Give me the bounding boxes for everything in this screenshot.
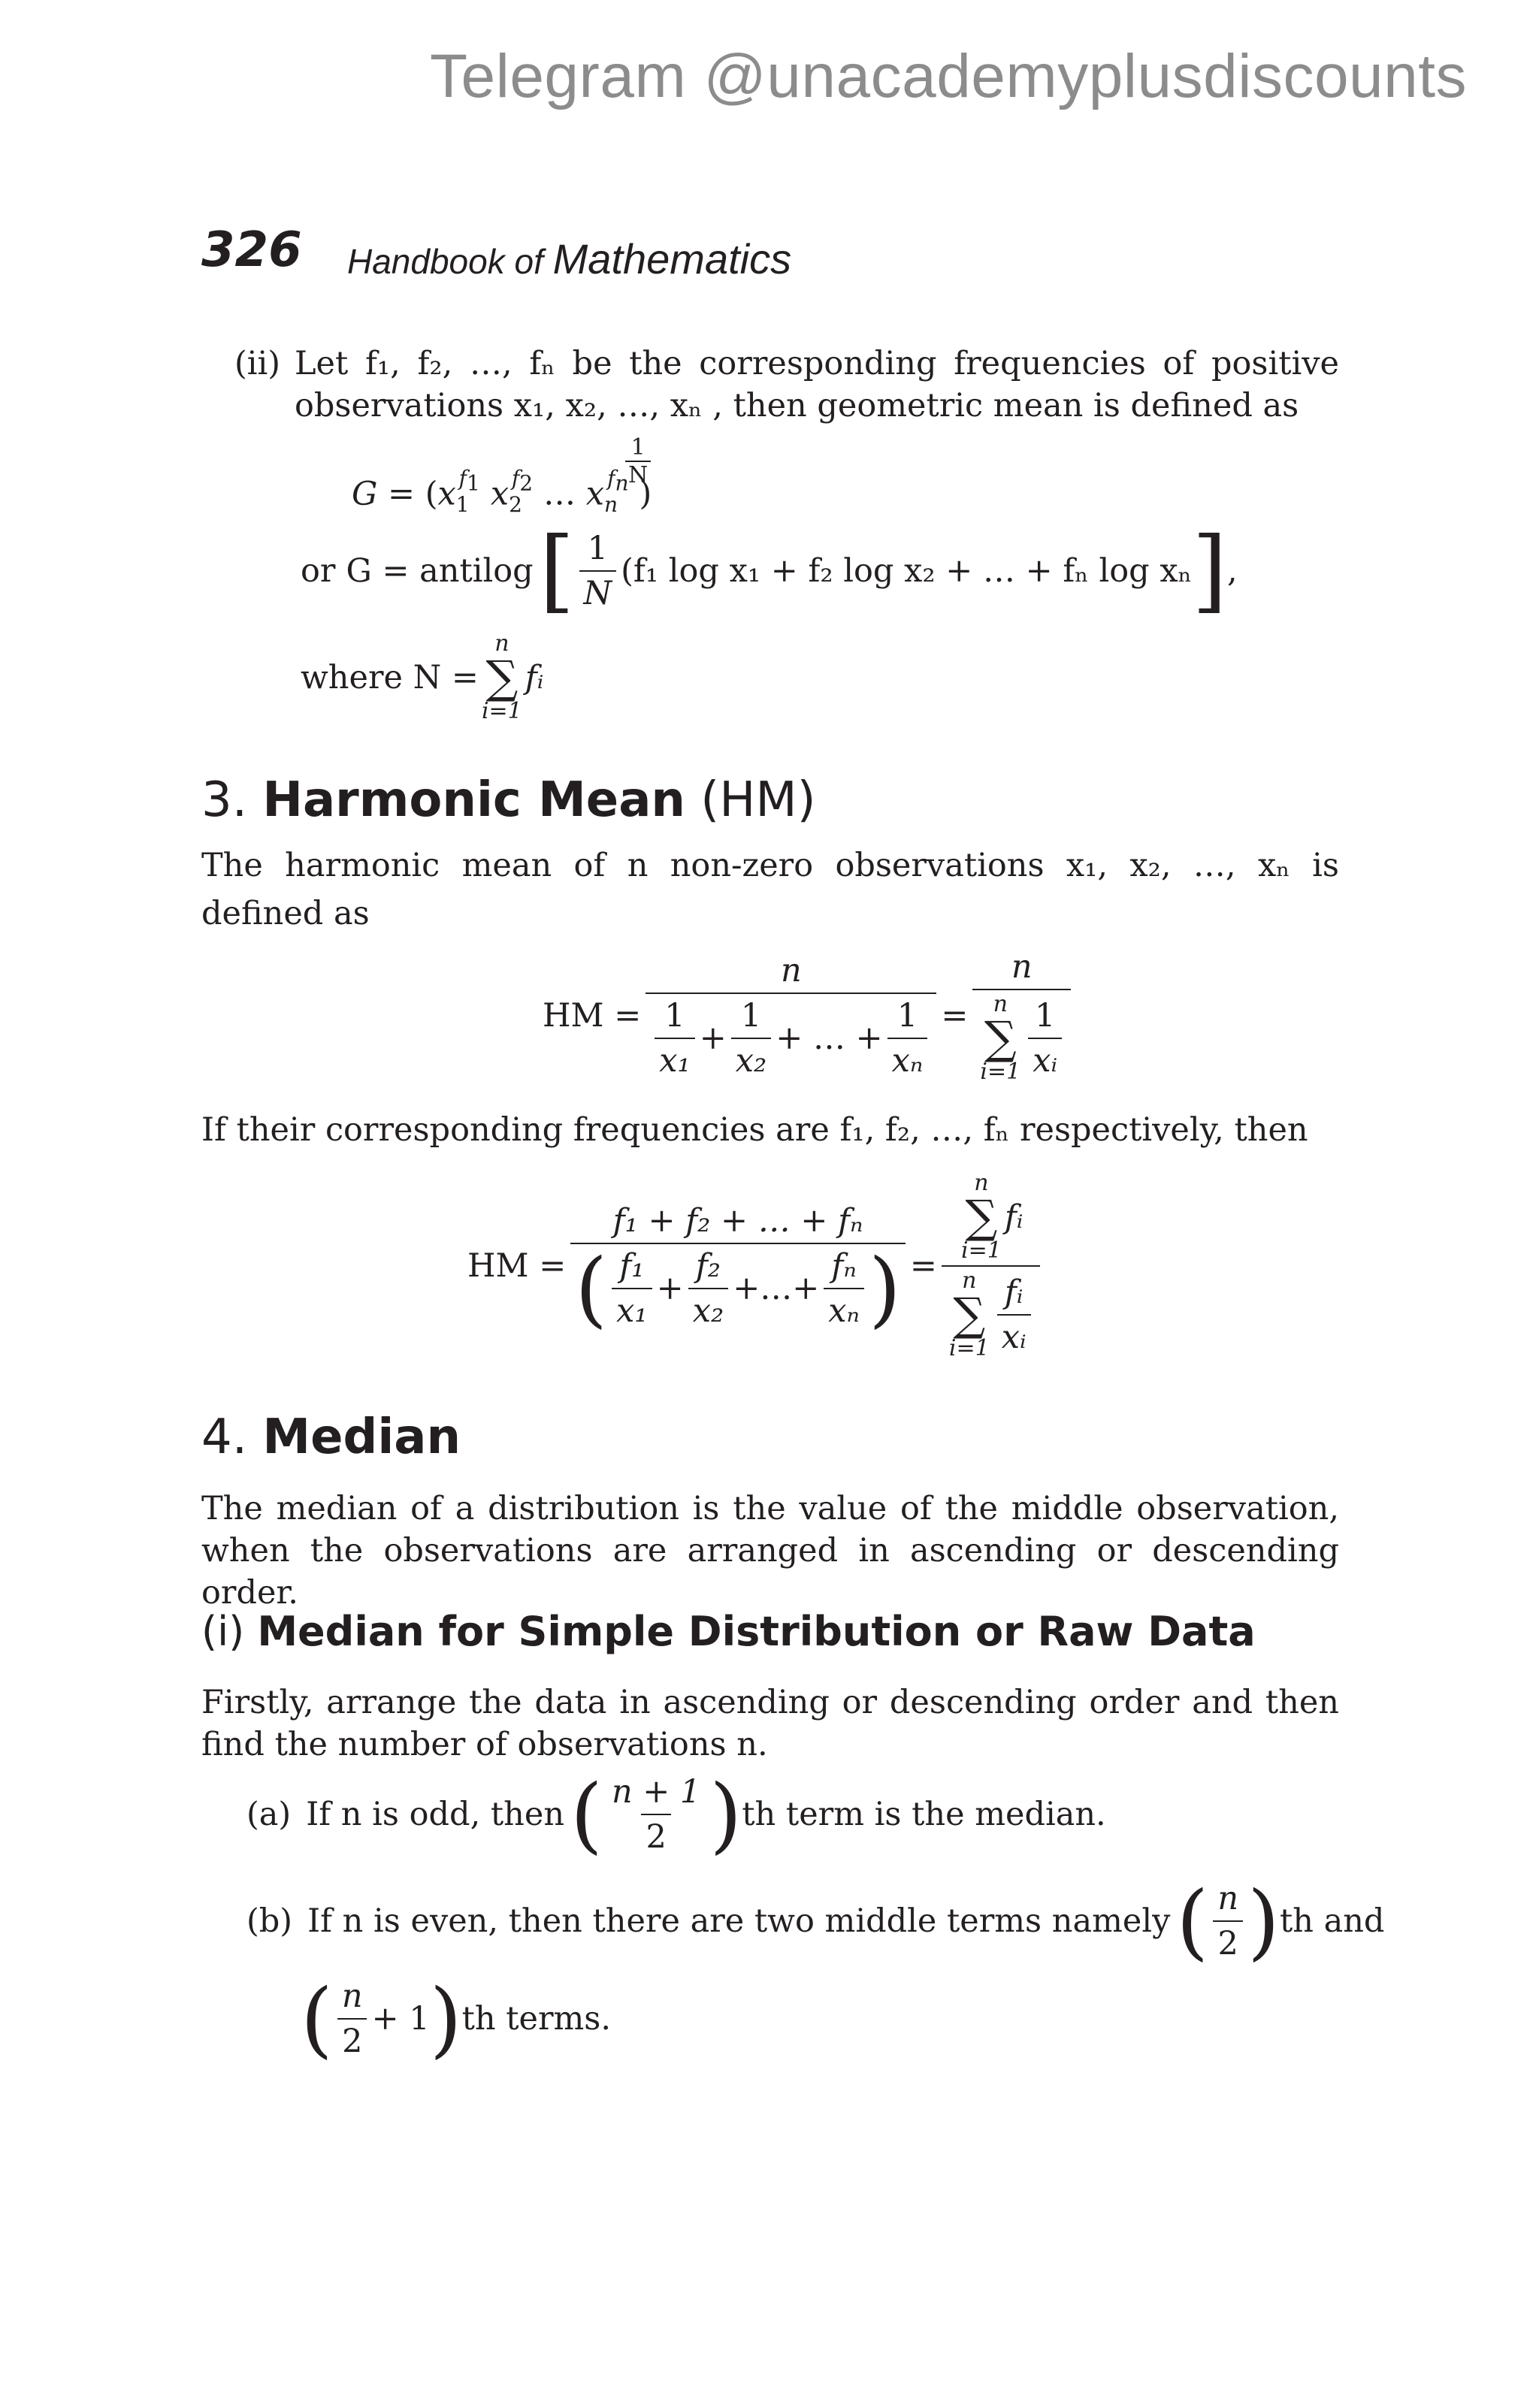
case-b-post: th and xyxy=(1279,1902,1385,1940)
hm-intro-line-2: defined as xyxy=(201,895,370,932)
median-steps: Firstly, arrange the data in ascending or descending order and then find the number of observations n. xyxy=(201,1684,1339,1763)
whm-frac-n-den: xₙ xyxy=(824,1288,864,1330)
case-a-post: th term is the median. xyxy=(742,1796,1106,1833)
whm-label: HM = xyxy=(467,1247,567,1285)
gm-antilog-frac-den: N xyxy=(579,570,617,612)
hm-formula xyxy=(543,948,1075,1083)
gm-exponent-fraction xyxy=(625,434,651,488)
hm-main-fraction xyxy=(646,952,936,1080)
median-case-odd xyxy=(246,1766,1106,1863)
whm-sum-symbol-top xyxy=(961,1172,1002,1262)
hm-frac-n-num: 1 xyxy=(896,997,918,1035)
right-bracket-icon: ] xyxy=(1192,518,1228,623)
hm-frac-1 xyxy=(655,997,695,1080)
case-b-pre: If n is even, then there are two middle terms namely xyxy=(307,1902,1171,1940)
hm-heading-bold: Harmonic Mean xyxy=(262,772,685,828)
right-paren-icon: ) xyxy=(429,1971,462,2067)
page-number: 326 xyxy=(201,222,302,278)
hm-frequency-line: If their corresponding frequencies are f₁, f₂, …, fₙ respectively, then xyxy=(201,1111,1308,1149)
hm-sum-num: n xyxy=(1011,948,1033,986)
case-b-label: (b) xyxy=(246,1902,293,1940)
gm-exponent-den: N xyxy=(625,461,651,488)
sigma-icon: ∑ xyxy=(965,1191,998,1243)
median-sub-number: (i) xyxy=(201,1608,245,1655)
hm-plus: + xyxy=(699,1020,727,1057)
whm-frac-n xyxy=(824,1247,864,1330)
case-b-num: n xyxy=(1217,1880,1239,1917)
case-a-label: (a) xyxy=(246,1796,292,1833)
case-b2-num: n xyxy=(341,1977,363,2015)
hm-frac-1-den: x₁ xyxy=(655,1038,695,1080)
gm-line-1: Let f₁, f₂, …, fₙ be the corresponding frequencies of positive xyxy=(295,345,1339,382)
right-paren-icon: ) xyxy=(1247,1873,1280,1969)
sigma-icon: ∑ xyxy=(485,651,519,704)
book-title-prefix: Handbook of xyxy=(347,242,553,281)
whm-sum-top-upper: n xyxy=(974,1170,989,1196)
median-case-even xyxy=(246,1873,1385,1969)
case-b2-plus: + 1 xyxy=(371,2000,430,2038)
whm-sum-bottom-upper: n xyxy=(962,1267,977,1294)
hm-sum-term-num: 1 xyxy=(1034,997,1056,1035)
whm-frac-2-den: x₂ xyxy=(688,1288,729,1330)
gm-or-word: or xyxy=(301,552,336,590)
whm-frac-2-num: f₂ xyxy=(695,1247,721,1285)
gm-sum-lower: i=1 xyxy=(481,698,522,724)
whm-dots: +…+ xyxy=(733,1270,820,1307)
whm-frac-1-num: f₁ xyxy=(619,1247,645,1285)
case-a-pre: If n is odd, then xyxy=(306,1796,565,1833)
gm-antilog-fraction xyxy=(579,530,617,612)
sigma-icon: ∑ xyxy=(953,1289,986,1341)
hm-frac-n xyxy=(887,997,928,1080)
book-title-main: Mathematics xyxy=(552,235,792,282)
gm-sum-term: fᵢ xyxy=(525,659,544,696)
hm-equals: = xyxy=(941,997,969,1035)
gm-line-2: observations x₁, x₂, …, xₙ , then geometric mean is defined as xyxy=(295,387,1299,424)
watermark-text: Telegram @unacademyplusdiscounts xyxy=(430,42,1468,110)
left-paren-icon: ( xyxy=(570,1766,603,1863)
subsection-heading-simple-median xyxy=(201,1608,1256,1655)
hm-sum-den xyxy=(972,989,1071,1083)
case-b2-post: th terms. xyxy=(461,2000,612,2038)
gm-where-text: where N = xyxy=(301,659,479,696)
whm-frac-n-num: fₙ xyxy=(831,1247,857,1285)
hm-sum-term-den: xᵢ xyxy=(1028,1038,1062,1080)
whm-frac-1 xyxy=(612,1247,652,1330)
whm-main-num: f₁ + f₂ + … + fₙ xyxy=(612,1202,863,1240)
hm-frac-2 xyxy=(731,997,772,1080)
hm-sum-upper: n xyxy=(993,991,1008,1017)
hm-main-den xyxy=(646,993,936,1080)
section-heading-median xyxy=(201,1409,461,1465)
hm-heading-suffix: (HM) xyxy=(700,772,816,828)
case-b2-fraction xyxy=(337,1977,367,2060)
hm-frac-1-num: 1 xyxy=(664,997,685,1035)
hm-heading-number: 3. xyxy=(201,772,248,828)
gm-formula-product-body: $G = (x_1^{f_1}$ $x_2^{f_2}$ … $x_n^{f_n}$ ) xyxy=(352,466,652,517)
hm-frac-n-den: xₙ xyxy=(887,1038,928,1080)
whm-frac-1-den: x₁ xyxy=(612,1288,652,1330)
whm-sum-fraction xyxy=(942,1172,1040,1360)
hm-intro-line-1: The harmonic mean of n non-zero observations x₁, x₂, …, xₙ is xyxy=(201,847,1339,884)
median-heading-bold: Median xyxy=(262,1409,461,1465)
gm-sum-symbol xyxy=(481,630,522,724)
sigma-icon: ∑ xyxy=(984,1012,1017,1065)
hm-frac-2-den: x₂ xyxy=(731,1038,772,1080)
median-sub-bold: Median for Simple Distribution or Raw Data xyxy=(257,1608,1256,1655)
case-b-fraction xyxy=(1213,1880,1243,1962)
left-paren-icon: ( xyxy=(301,1971,333,2067)
whm-main-den xyxy=(570,1240,906,1337)
median-intro: The median of a distribution is the value of the middle observation, when the observations are arranged in ascending or descending order. xyxy=(201,1490,1339,1612)
case-a-fraction xyxy=(607,1773,705,1856)
book-title xyxy=(347,234,791,283)
gm-where-clause xyxy=(301,630,544,724)
hm-sum-symbol xyxy=(980,993,1020,1083)
whm-sum-num xyxy=(954,1172,1027,1265)
whm-sum-bottom-term xyxy=(997,1273,1031,1356)
hm-frac-2-num: 1 xyxy=(740,997,762,1035)
left-paren-icon: ( xyxy=(575,1240,608,1337)
gm-sum-upper: n xyxy=(494,630,509,657)
gm-formula-antilog: or G = antilog [ $\frac{1}{N}$ (f₁ log x₁ + f₂ log x₂ + … + fₙ log xₙ ] , xyxy=(301,518,1238,623)
hm-sum-lower: i=1 xyxy=(980,1059,1021,1085)
whm-main-fraction xyxy=(570,1202,906,1337)
gm-antilog-body: (f₁ log x₁ + f₂ log x₂ + … + fₙ log xₙ xyxy=(621,552,1193,590)
whm-sum-top-lower: i=1 xyxy=(961,1237,1002,1264)
left-bracket-icon: [ xyxy=(539,518,575,623)
gm-item-label: (ii) xyxy=(234,345,281,382)
whm-plus: + xyxy=(656,1270,684,1307)
right-paren-icon: ) xyxy=(868,1240,901,1337)
whm-sum-den xyxy=(942,1265,1040,1360)
whm-sum-bottom-term-den: xᵢ xyxy=(997,1314,1031,1356)
whm-sum-top-term: fᵢ xyxy=(1004,1198,1023,1236)
whm-sum-bottom-lower: i=1 xyxy=(948,1335,990,1361)
weighted-hm-formula xyxy=(467,1172,1045,1360)
gm-exponent-num: 1 xyxy=(630,434,646,461)
case-b-den: 2 xyxy=(1213,1920,1242,1962)
hm-dots: + … + xyxy=(776,1020,883,1057)
right-paren-icon: ) xyxy=(709,1766,742,1863)
whm-equals: = xyxy=(909,1247,937,1285)
gm-antilog-frac-num: 1 xyxy=(587,530,609,567)
median-case-even-cont xyxy=(301,1971,612,2067)
whm-sum-symbol-bottom xyxy=(948,1267,990,1361)
gm-antilog-lhs: G = antilog xyxy=(346,552,534,590)
hm-sum-term xyxy=(1028,997,1062,1080)
left-paren-icon: ( xyxy=(1176,1873,1209,1969)
whm-frac-2 xyxy=(688,1247,729,1330)
median-heading-number: 4. xyxy=(201,1409,248,1465)
section-heading-harmonic-mean xyxy=(201,772,816,828)
case-a-num: n + 1 xyxy=(611,1773,701,1811)
case-a-den: 2 xyxy=(641,1814,670,1856)
hm-sum-fraction xyxy=(972,948,1071,1083)
hm-main-num: n xyxy=(780,952,802,989)
hm-label: HM = xyxy=(543,997,642,1035)
case-b2-den: 2 xyxy=(337,2018,367,2060)
whm-sum-bottom-term-num: fᵢ xyxy=(1004,1273,1023,1311)
